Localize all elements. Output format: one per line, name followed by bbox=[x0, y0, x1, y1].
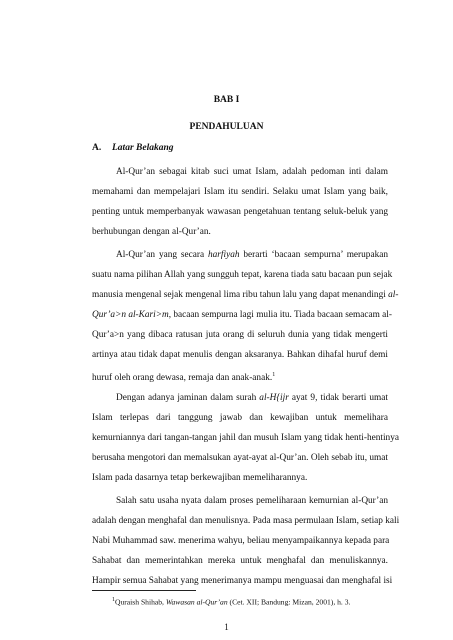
body-line: Al-Qur’an yang secara harfiyah berarti ‘bacaan sempurna’ merupakan bbox=[116, 250, 388, 260]
body-line: manusia mengenal sejak mengenal lima ribu tahun lalu yang dapat menandingi al- bbox=[92, 290, 399, 300]
body-line: adalah dengan menghafal dan menulisnya. Pada masa permulaan Islam, setiap kali bbox=[92, 516, 400, 526]
body-line: penting untuk memperbanyak wawasan pengetahuan tentang seluk-beluk yang bbox=[92, 207, 388, 217]
body-line: Islam terlepas dari tanggung jawab dan kewajiban untuk memelihara bbox=[92, 413, 388, 423]
body-line: berusaha mengotori dan memalsukan ayat-ayat al-Qur’an. Oleh sebab itu, umat bbox=[92, 453, 388, 463]
footnote-divider bbox=[92, 590, 196, 591]
footnote-ref: 1 bbox=[272, 372, 276, 378]
body-line: Al-Qur’an sebagai kitab suci umat Islam, adalah pedoman inti dalam bbox=[116, 167, 388, 177]
body-line: Salah satu usaha nyata dalam proses pemeliharaan kemurnian al-Qur’an bbox=[116, 496, 388, 506]
footnote: $^1$Quraish Shihab, Wawasan al-Qur’an (Cet. XII; Bandung: Mizan, 2001), h. 3. bbox=[112, 597, 351, 607]
body-line: Hampir semua Sahabat yang menerimanya mampu menguasai dan menghafal isi bbox=[92, 576, 393, 586]
body-line: artinya atau tidak dapat menulis dengan aksaranya. Bahkan dihafal huruf demi bbox=[92, 350, 388, 360]
body-line: memahami dan mempelajari Islam itu sendiri. Selaku umat Islam yang baik, bbox=[92, 187, 388, 197]
body-line: Dengan adanya jaminan dalam surah al-H{ijr ayat 9, tidak berarti umat bbox=[116, 393, 388, 403]
section-heading bbox=[92, 143, 174, 153]
body-line: suatu nama pilihan Allah yang sungguh tepat, karena tiada satu bacaan pun sejak bbox=[92, 270, 393, 280]
body-line: kemurniannya dari tangan-tangan jahil dan musuh Islam yang tidak henti-hentinya bbox=[92, 433, 399, 443]
body-line: Nabi Muhammad saw. menerima wahyu, beliau menyampaikannya kepada para bbox=[92, 536, 390, 546]
body-line: berhubungan dengan al-Qur’an. bbox=[92, 227, 211, 237]
page-number: 1 bbox=[224, 622, 229, 632]
body-line: Islam pada dasarnya tetap berkewajiban memeliharannya. bbox=[92, 473, 308, 483]
chapter-number: BAB I bbox=[213, 95, 240, 105]
section-number: A. bbox=[92, 143, 102, 153]
body-line: Qur’a>n yang dibaca ratusan juta orang di seluruh dunia yang tidak mengerti bbox=[92, 330, 388, 340]
body-line: Qur’a>n al-Kari>m, bacaan sempurna lagi mulia itu. Tiada bacaan semacam al- bbox=[92, 310, 392, 320]
body-line: Sahabat dan memerintahkan mereka untuk menghafal dan menuliskannya. bbox=[92, 556, 388, 566]
section-title: Latar Belakang bbox=[112, 143, 174, 153]
chapter-title: PENDAHULUAN bbox=[189, 122, 264, 132]
body-line: huruf oleh orang dewasa, remaja dan anak-anak.$^1$ bbox=[92, 372, 276, 384]
